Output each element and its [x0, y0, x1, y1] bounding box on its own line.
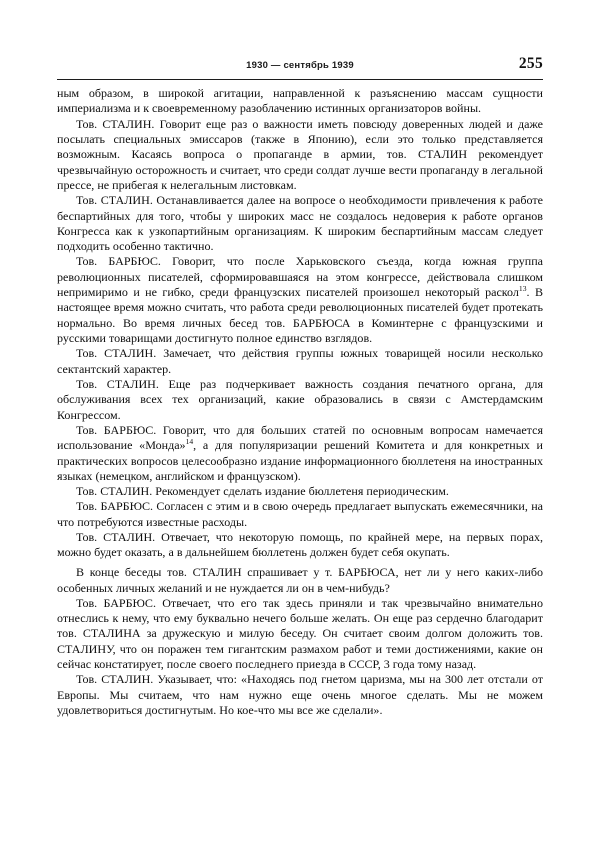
body-paragraph: Тов. СТАЛИН. Отвечает, что некоторую помощь, по крайней мере, на первых порах, можно будет оказать, а в дальнейшем бюллетень должен будет себя окупать. [57, 530, 543, 560]
footnote-reference[interactable]: 13 [518, 284, 527, 294]
body-paragraph: Тов. СТАЛИН. Еще раз подчеркивает важность создания печатного органа, для обслуживания всех тех организаций, какие образовались в связи с Амстердамским Конгрессом. [57, 376, 543, 422]
body-paragraph [57, 423, 543, 484]
paragraph-text: Тов. БАРБЮС. Говорит, что для больших статей по основным вопросам намечается использование «Монда» [57, 422, 543, 453]
running-head [57, 55, 543, 76]
body-paragraph: В конце беседы тов. СТАЛИН спрашивает у т. БАРБЮСА, нет ли у него каких-либо особенных личных желаний и не нуждается ли он в чем-нибудь? [57, 565, 543, 595]
body-paragraph: Тов. БАРБЮС. Согласен с этим и в свою очередь предлагает выпускать ежемесячники, на что потребуются известные расходы. [57, 499, 543, 529]
running-head-title: 1930 — сентябрь 1939 [246, 60, 354, 71]
footnote-reference[interactable]: 14 [185, 437, 194, 447]
body-paragraph: Тов. БАРБЮС. Отвечает, что его так здесь приняли и так чрезвычайно внимательно отнеслись к нему, что ему буквально нечего больше желать. Он еще раз сердечно благодарит тов. СТАЛИНА за дружескую и милую беседу. Он считает своим долгом доложить тов. СТАЛИНУ, что он поражен тем гигантским размахом работ и теми достижениями, какие он сейчас констатирует, после своего последнего приезда в СССР, 3 года тому назад. [57, 595, 543, 672]
body-paragraph [57, 254, 543, 346]
body-text-column [57, 86, 543, 718]
body-paragraph: Тов. СТАЛИН. Указывает, что: «Находясь под гнетом царизма, мы на 300 лет отстали от Европы. Мы считаем, что нам нужно еще очень многое сделать. Мы не можем удовлетвориться достигнутым. Но кое-что мы все же сделали». [57, 672, 543, 717]
paragraph-text: . В настоящее время можно считать, что работа среди революционных писателей будет протекать нормально. Во время личных бесед тов. БАРБЮСА в Коминтерне с французскими и русскими товарищами достигнуто полное единство взглядов. [57, 285, 543, 345]
body-paragraph: Тов. СТАЛИН. Замечает, что действия группы южных товарищей носили несколько сектантский характер. [57, 346, 543, 376]
body-paragraph: Тов. СТАЛИН. Говорит еще раз о важности иметь повсюду доверенных людей и даже посылать специальных эмиссаров (также в Японию), если это только представляется возможным. Касаясь вопроса о пропаганде в армии, тов. СТАЛИН рекомендует чрезвычайную осторожность и считает, что среди солдат лучше вести пропаганду в легальной прессе, не прибегая к нелегальным листовкам. [57, 116, 543, 192]
paragraph-text: , а для популяризации решений Комитета и для конкретных и практических вопросов целесообразно издание информационного бюллетеня на иностранных языках (немецком, английском и французском). [57, 438, 543, 483]
header-rule [57, 79, 543, 80]
body-paragraph: ным образом, в широкой агитации, направленной к разъяснению массам сущности империализма и к своевременному разоблачению истинных организаторов войны. [57, 86, 543, 116]
body-paragraph: Тов. СТАЛИН. Рекомендует сделать издание бюллетеня периодическим. [76, 484, 449, 499]
paragraph-text: Тов. БАРБЮС. Говорит, что после Харьковского съезда, когда южная группа революционных писателей, сформировавшаяся на этом конгрессе, действовала слишком непримиримо и не гибко, среди французских писателей произошел некоторый раскол [57, 254, 543, 300]
page-number: 255 [518, 55, 543, 72]
body-paragraph: Тов. СТАЛИН. Останавливается далее на вопросе о необходимости привлечения к работе беспартийных для того, чтобы у широких масс не создалось недоверия к работе органов Конгресса как к узкопартийным организациям. К широким беспартийным массам следует подходить особенно тактично. [57, 193, 543, 254]
